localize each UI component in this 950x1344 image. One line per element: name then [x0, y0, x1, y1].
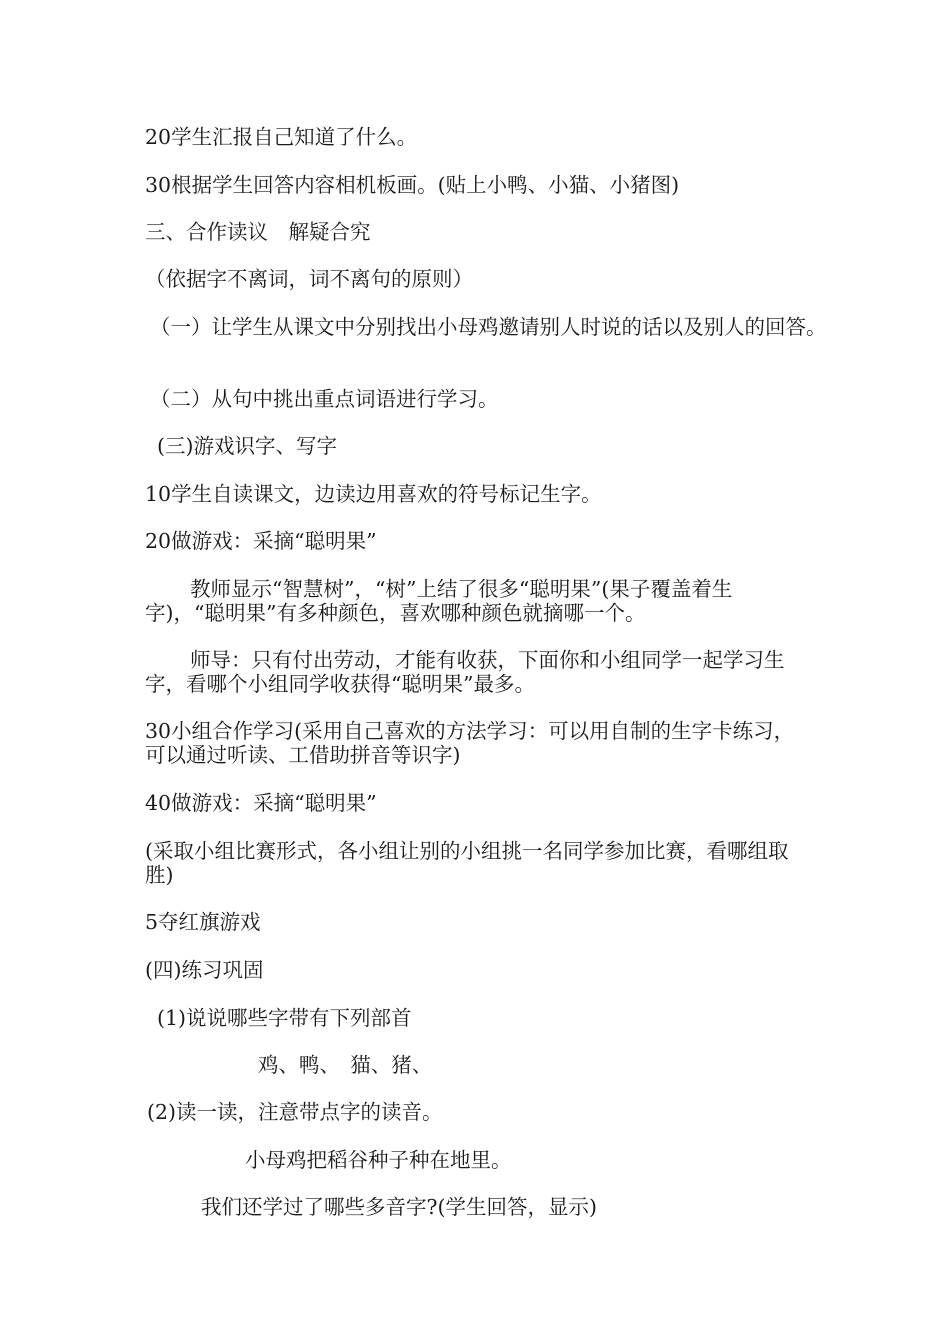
paragraph-step-3-board-drawing: 30根据学生回答内容相机板画。(贴上小鸭、小猫、小猪图): [145, 173, 680, 197]
paragraph-sub-2: （二）从句中挑出重点词语进行学习。: [150, 387, 499, 411]
paragraph-exercise-2: (2)读一读，注意带点字的读音。: [147, 1100, 443, 1124]
paragraph-teacher-display: 教师显示“智慧树”，“树”上结了很多“聪明果”(果子覆盖着生字)，“聪明果”有多种颜色，喜欢哪种颜色就摘哪一个。: [145, 577, 733, 625]
paragraph-principle: （依据字不离词，词不离句的原则）: [145, 267, 473, 291]
paragraph-radicals: 鸡、鸭、 猫、猪、: [258, 1053, 433, 1077]
paragraph-step-4-game: 40做游戏：采摘“聪明果”: [145, 791, 377, 815]
section-heading-3: 三、合作读议 解疑合究: [145, 220, 371, 244]
paragraph-step-2-report: 20学生汇报自己知道了什么。: [145, 125, 418, 149]
paragraph-sub-4: (四)练习巩固: [145, 958, 264, 982]
paragraph-step-3-group-study: 30小组合作学习(采用自己喜欢的方法学习：可以用自制的生字卡练习，可以通过听读、工借助拼音等识字): [145, 719, 795, 767]
paragraph-polyphonic-question: 我们还学过了哪些多音字?(学生回答，显示): [201, 1195, 597, 1219]
paragraph-example-sentence: 小母鸡把稻谷种子种在地里。: [245, 1148, 512, 1172]
paragraph-step-1-self-read: 10学生自读课文，边读边用喜欢的符号标记生字。: [145, 482, 602, 506]
paragraph-step-5-flag-game: 5夺红旗游戏: [145, 910, 261, 934]
paragraph-sub-1: （一）让学生从课文中分别找出小母鸡邀请别人时说的话以及别人的回答。: [150, 315, 827, 339]
paragraph-sub-3: (三)游戏识字、写字: [157, 434, 337, 458]
paragraph-competition: (采取小组比赛形式，各小组让别的小组挑一名同学参加比赛，看哪组取胜): [145, 839, 789, 887]
paragraph-teacher-guide: 师导：只有付出劳动，才能有收获，下面你和小组同学一起学习生字，看哪个小组同学收获得“聪明果”最多。: [145, 648, 785, 696]
paragraph-step-2-game: 20做游戏：采摘“聪明果”: [145, 529, 377, 553]
paragraph-exercise-1: (1)说说哪些字带有下列部首: [157, 1006, 412, 1030]
